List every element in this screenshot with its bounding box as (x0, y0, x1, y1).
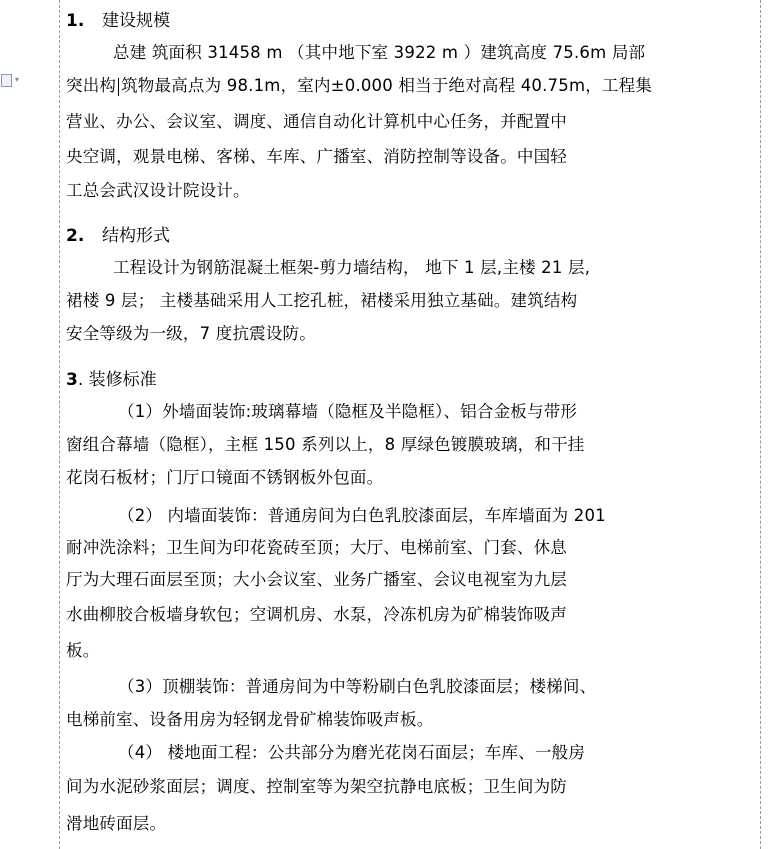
text-line: 厅为大理石面层至顶；大小会议室、业务广播室、会议电视室为九层 (66, 570, 567, 589)
section-number: 3 (66, 370, 78, 390)
text-line: 工总会武汉设计院设计。 (66, 181, 250, 200)
section-heading-3 (66, 369, 157, 391)
page-margin-right-guide (760, 0, 761, 849)
text-run: 突出构 (66, 76, 117, 95)
section-heading-1 (66, 10, 170, 32)
chevron-down-icon: ▾ (15, 75, 20, 84)
section-title: 建设规模 (102, 11, 170, 31)
text-line: 窗组合幕墙（隐框），主框 150 系列以上，8 厚绿色镀膜玻璃，和干挂 (66, 435, 585, 454)
text-line: （2） 内墙面装饰：普通房间为白色乳胶漆面层，车库墙面为 201 (118, 506, 606, 525)
text-cursor (118, 78, 119, 96)
text-line: （1）外墙面装饰:玻璃幕墙（隐框及半隐框）、铝合金板与带形 (118, 402, 578, 421)
paragraph-anchor-icon[interactable] (1, 72, 27, 88)
text-line: 裙楼 9 层； 主楼基础采用人工挖孔桩，裙楼采用独立基础。建筑结构 (66, 291, 578, 310)
text-line: 水曲柳胶合板墙身软包；空调机房、水泵，冷冻机房为矿棉装饰吸声 (66, 605, 567, 624)
text-line: 工程设计为钢筋混凝土框架-剪力墙结构， 地下 1 层,主楼 21 层, (113, 258, 591, 277)
document-icon (1, 74, 12, 87)
text-line: 间为水泥砂浆面层；调度、控制室等为架空抗静电底板；卫生间为防 (66, 777, 567, 796)
section-title: . 装修标准 (77, 370, 157, 390)
text-line: 耐冲洗涂料；卫生间为印花瓷砖至顶；大厅、电梯前室、门套、休息 (66, 538, 567, 557)
page-margin-left-guide (59, 0, 60, 849)
text-line: 安全等级为一级，7 度抗震设防。 (66, 324, 316, 343)
text-line[interactable] (66, 75, 652, 97)
text-line: 央空调，观景电梯、客梯、车库、广播室、消防控制等设备。中国轻 (66, 147, 567, 166)
text-line: 花岗石板材；门厅口镜面不锈钢板外包面。 (66, 468, 384, 487)
text-line: 电梯前室、设备用房为轻钢龙骨矿棉装饰吸声板。 (66, 710, 434, 729)
section-number: 2. (66, 226, 85, 246)
text-line: 总建 筑面积 31458 m （其中地下室 3922 m ）建筑高度 75.6m 局部 (113, 43, 646, 62)
section-title: 结构形式 (102, 226, 170, 246)
text-line: （4） 楼地面工程：公共部分为磨光花岗石面层；车库、一般房 (118, 743, 586, 762)
text-line: 营业、办公、会议室、调度、通信自动化计算机中心任务，并配置中 (66, 112, 567, 131)
text-line: 板。 (66, 641, 100, 660)
section-number: 1. (66, 11, 85, 31)
text-line: 滑地砖面层。 (66, 814, 167, 833)
section-heading-2 (66, 225, 170, 247)
text-line: （3）顶棚装饰：普通房间为中等粉刷白色乳胶漆面层；楼梯间、 (118, 677, 597, 696)
text-run: 筑物最高点为 98.1m，室内±0.000 相当于绝对高程 40.75m，工程集 (121, 76, 653, 95)
